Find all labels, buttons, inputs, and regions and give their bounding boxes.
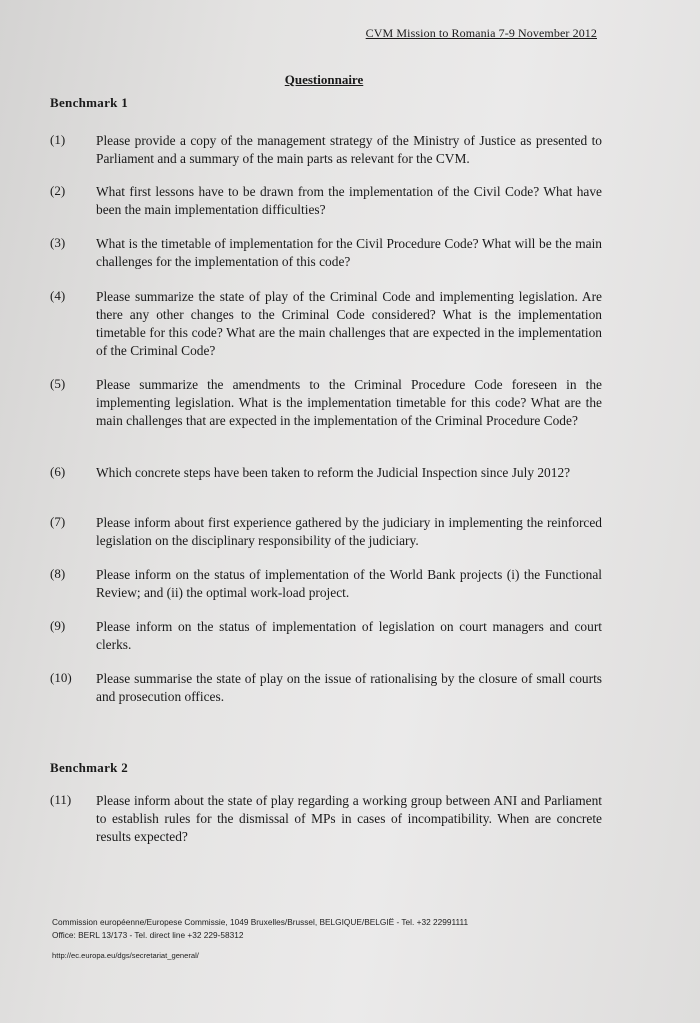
question-text: What first lessons have to be drawn from the implementation of the Civil Code? What have been the main implementation difficulties? [96,184,602,217]
benchmark-1-heading: Benchmark 1 [50,95,129,110]
question-number: (9) [50,618,66,633]
question-text: Please summarize the state of play of the Criminal Code and implementing legislation. Are there any other changes to the Criminal Code considered? What is the implementation timetable for this code? What are the main challenges that are expected in the implementation of the Criminal Code? [96,289,602,358]
footer-address: Commission européenne/Europese Commissie, 1049 Bruxelles/Brussel, BELGIQUE/BELGIË - Tel. +32 22991111 [52,917,469,927]
question-7 [50,514,602,550]
page-title: Questionnaire [284,72,364,87]
question-number: (4) [50,288,66,303]
question-text: Please inform on the status of implementation of legislation on court managers and court clerks. [96,619,602,652]
question-8 [50,566,602,602]
footer-office: Office: BERL 13/173 - Tel. direct line +32 229-58312 [52,930,244,940]
question-text: Please summarise the state of play on the issue of rationalising by the closure of small courts and prosecution offices. [96,671,602,704]
benchmark-2-heading: Benchmark 2 [50,760,129,775]
question-10 [50,670,602,706]
question-1 [50,132,602,168]
question-5 [50,376,602,430]
question-text: Please inform about first experience gathered by the judiciary in implementing the reinforced legislation on the disciplinary responsibility of the judiciary. [96,515,602,548]
footer-url: http://ec.europa.eu/dgs/secretariat_general/ [52,951,199,960]
question-text: Which concrete steps have been taken to reform the Judicial Inspection since July 2012? [96,465,571,480]
question-text: Please inform about the state of play regarding a working group between ANI and Parliament to establish rules for the dismissal of MPs in cases of incompatibility. When are concrete results expected? [96,793,602,844]
question-9 [50,618,602,654]
question-number: (11) [50,792,72,807]
question-number: (10) [50,670,72,685]
question-number: (2) [50,183,66,198]
question-11 [50,792,602,846]
question-number: (6) [50,464,66,479]
question-number: (1) [50,132,66,147]
question-text: Please provide a copy of the management strategy of the Ministry of Justice as presented to Parliament and a summary of the main parts as relevant for the CVM. [96,133,602,166]
question-2 [50,183,602,219]
question-number: (8) [50,566,66,581]
question-number: (7) [50,514,66,529]
question-6 [50,464,602,482]
question-number: (5) [50,376,66,391]
question-4 [50,288,602,360]
document-header: CVM Mission to Romania 7-9 November 2012 [365,26,597,40]
question-3 [50,235,602,271]
question-text: What is the timetable of implementation for the Civil Procedure Code? What will be the main challenges for the implementation of this code? [96,236,602,269]
question-text: Please summarize the amendments to the Criminal Procedure Code foreseen in the implementing legislation. What is the implementation timetable for this code? What are the main challenges that are expected in the implementation of the Criminal Procedure Code? [96,377,602,428]
question-number: (3) [50,235,66,250]
question-text: Please inform on the status of implementation of the World Bank projects (i) the Functional Review; and (ii) the optimal work-load project. [96,567,602,600]
